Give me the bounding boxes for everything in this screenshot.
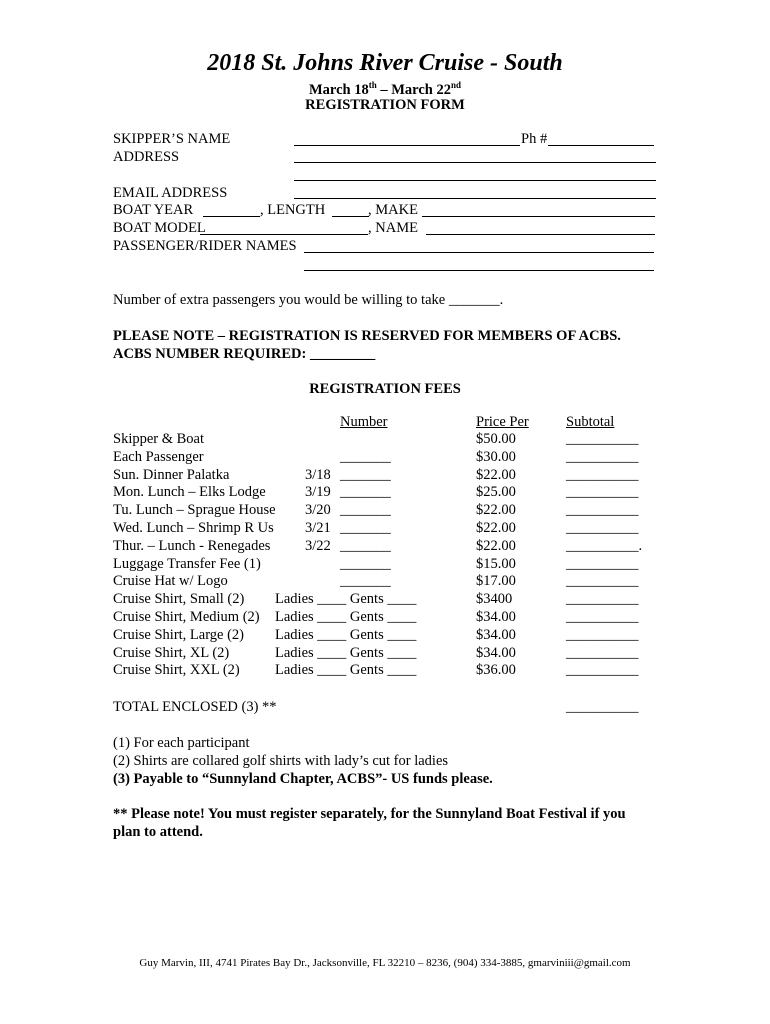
fee-row-subtotal-field[interactable]: __________ <box>566 662 639 679</box>
skipper-name-field[interactable] <box>294 145 520 146</box>
fee-row-label: Cruise Shirt, XXL (2) <box>113 662 240 679</box>
fee-row-label: Mon. Lunch – Elks Lodge <box>113 484 266 501</box>
fee-row-subtotal-field[interactable]: __________ <box>566 626 639 643</box>
fee-row-subtotal-field[interactable]: __________ <box>566 555 639 572</box>
fee-row-number-field[interactable]: _______ <box>340 466 391 483</box>
fee-row-subtotal-field[interactable]: __________ <box>566 502 639 519</box>
start-date: March 18 <box>308 82 369 98</box>
fee-row-subtotal-field[interactable]: __________ <box>566 644 639 661</box>
fee-row-price: $36.00 <box>476 662 516 679</box>
fee-row-label: Cruise Shirt, Small (2) <box>113 591 245 608</box>
fee-row-price: $30.00 <box>476 448 516 465</box>
fee-row-subtotal-field[interactable]: __________ <box>566 573 639 590</box>
extra-passengers-text: Number of extra passengers you would be willing to take _______. <box>113 292 504 308</box>
column-number: Number <box>340 414 388 430</box>
fee-row-date: 3/19 <box>305 484 331 501</box>
passenger-names-field-2[interactable] <box>304 270 654 271</box>
fee-row-number-field[interactable]: _______ <box>340 520 391 536</box>
fee-row-subtotal-field[interactable]: __________ <box>566 431 639 447</box>
fee-row-number-field[interactable]: _______ <box>340 537 391 554</box>
contact-footer: Guy Marvin, III, 4741 Pirates Bay Dr., Jacksonville, FL 32210 – 8236, (904) 334-3885, gmarviniii@gmail.com <box>139 957 631 969</box>
email-field[interactable] <box>294 198 656 199</box>
address-label: ADDRESS <box>113 149 180 165</box>
fee-row-price: $50.00 <box>476 431 516 447</box>
boat-model-label: BOAT MODEL <box>113 220 206 236</box>
fee-row-number-field[interactable]: Ladies ____ Gents ____ <box>275 609 417 625</box>
page-title: 2018 St. Johns River Cruise - South <box>207 50 563 76</box>
footnote-1: (1) For each participant <box>113 735 250 751</box>
footnote-2: (2) Shirts are collared golf shirts with lady’s cut for ladies <box>113 753 449 769</box>
fee-row-subtotal-field[interactable]: __________ <box>566 591 639 608</box>
fee-row-label: Tu. Lunch – Sprague House <box>113 502 276 519</box>
fee-row-number-field[interactable]: _______ <box>340 555 391 572</box>
email-label: EMAIL ADDRESS <box>113 185 228 201</box>
boat-model-field[interactable] <box>200 234 368 235</box>
fee-row-price: $22.00 <box>476 466 516 483</box>
length-field[interactable] <box>332 216 369 217</box>
fee-row-number-field[interactable]: Ladies ____ Gents ____ <box>275 644 417 661</box>
fee-row-subtotal-field[interactable]: __________ <box>566 448 639 465</box>
fee-row-date: 3/20 <box>305 502 331 519</box>
form-title: REGISTRATION FORM <box>305 97 465 113</box>
boat-name-label: , NAME <box>368 220 418 236</box>
boat-year-label: BOAT YEAR <box>113 202 194 218</box>
make-label: , MAKE <box>368 202 418 218</box>
start-date-suffix: th <box>368 80 377 91</box>
fee-row-date: 3/21 <box>305 520 331 536</box>
fee-row-subtotal-field[interactable]: __________. <box>566 537 643 554</box>
fee-row-number-field[interactable]: Ladies ____ Gents ____ <box>275 591 417 608</box>
make-field[interactable] <box>422 216 655 217</box>
fee-row-date: 3/18 <box>305 466 331 483</box>
fee-row-price: $22.00 <box>476 537 516 554</box>
fee-row-price: $34.00 <box>476 626 516 643</box>
fee-row-number-field[interactable]: _______ <box>340 484 391 501</box>
fee-row-number-field[interactable]: Ladies ____ Gents ____ <box>275 626 417 643</box>
festival-note-line-1: ** Please note! You must register separately, for the Sunnyland Boat Festival if you <box>113 806 626 822</box>
fee-row-number-field[interactable]: _______ <box>340 573 391 590</box>
acbs-number-required: ACBS NUMBER REQUIRED: _________ <box>113 346 376 362</box>
length-label: , LENGTH <box>260 202 326 218</box>
fee-row-label: Skipper & Boat <box>113 431 205 447</box>
phone-field[interactable] <box>548 145 654 146</box>
fee-row-price: $34.00 <box>476 644 516 661</box>
fee-row-subtotal-field[interactable]: __________ <box>566 484 639 501</box>
fee-row-number-field[interactable]: _______ <box>340 502 391 519</box>
column-subtotal: Subtotal <box>566 414 615 430</box>
fee-row-number-field[interactable]: _______ <box>340 448 391 465</box>
boat-year-field[interactable] <box>203 216 260 217</box>
fee-row-price: $25.00 <box>476 484 516 501</box>
fee-row-label: Thur. – Lunch - Renegades <box>113 537 271 554</box>
fee-row-label: Cruise Hat w/ Logo <box>113 573 228 590</box>
fee-row-subtotal-field[interactable]: __________ <box>566 466 639 483</box>
festival-note-line-2: plan to attend. <box>113 824 203 840</box>
members-note: PLEASE NOTE – REGISTRATION IS RESERVED FOR MEMBERS OF ACBS. <box>113 328 621 344</box>
date-separator: – March 22 <box>376 82 451 98</box>
fee-row-label: Wed. Lunch – Shrimp R Us <box>113 520 274 536</box>
fee-row-label: Cruise Shirt, Large (2) <box>113 626 245 643</box>
fee-row-price: $3400 <box>476 591 513 608</box>
fee-row-date: 3/22 <box>305 537 331 554</box>
fee-row-label: Cruise Shirt, Medium (2) <box>113 609 260 625</box>
fee-row-number-field[interactable]: Ladies ____ Gents ____ <box>275 662 417 679</box>
fee-row-label: Each Passenger <box>113 448 204 465</box>
fee-row-price: $17.00 <box>476 573 516 590</box>
fee-row-price: $22.00 <box>476 502 516 519</box>
footnote-3: (3) Payable to “Sunnyland Chapter, ACBS”- US funds please. <box>113 771 493 787</box>
fee-row-price: $22.00 <box>476 520 516 536</box>
fee-row-subtotal-field[interactable]: __________ <box>566 609 639 625</box>
fee-row-label: Sun. Dinner Palatka <box>113 466 230 483</box>
skipper-name-label: SKIPPER’S NAME <box>113 131 231 147</box>
total-field[interactable]: __________ <box>566 699 639 715</box>
fee-row-label: Luggage Transfer Fee (1) <box>113 555 261 572</box>
address-field-2[interactable] <box>294 180 656 181</box>
end-date-suffix: nd <box>451 80 462 91</box>
fee-row-subtotal-field[interactable]: __________ <box>566 520 639 536</box>
total-label: TOTAL ENCLOSED (3) ** <box>113 699 277 715</box>
fee-row-price: $15.00 <box>476 555 516 572</box>
passenger-names-label: PASSENGER/RIDER NAMES <box>113 238 297 254</box>
fee-row-label: Cruise Shirt, XL (2) <box>113 644 230 661</box>
fee-row-price: $34.00 <box>476 609 516 625</box>
fees-title: REGISTRATION FEES <box>309 381 461 397</box>
column-price: Price Per <box>476 414 529 430</box>
passenger-names-field-1[interactable] <box>304 252 654 253</box>
boat-name-field[interactable] <box>426 234 655 235</box>
address-field-1[interactable] <box>294 162 656 163</box>
phone-label: Ph # <box>521 131 548 147</box>
